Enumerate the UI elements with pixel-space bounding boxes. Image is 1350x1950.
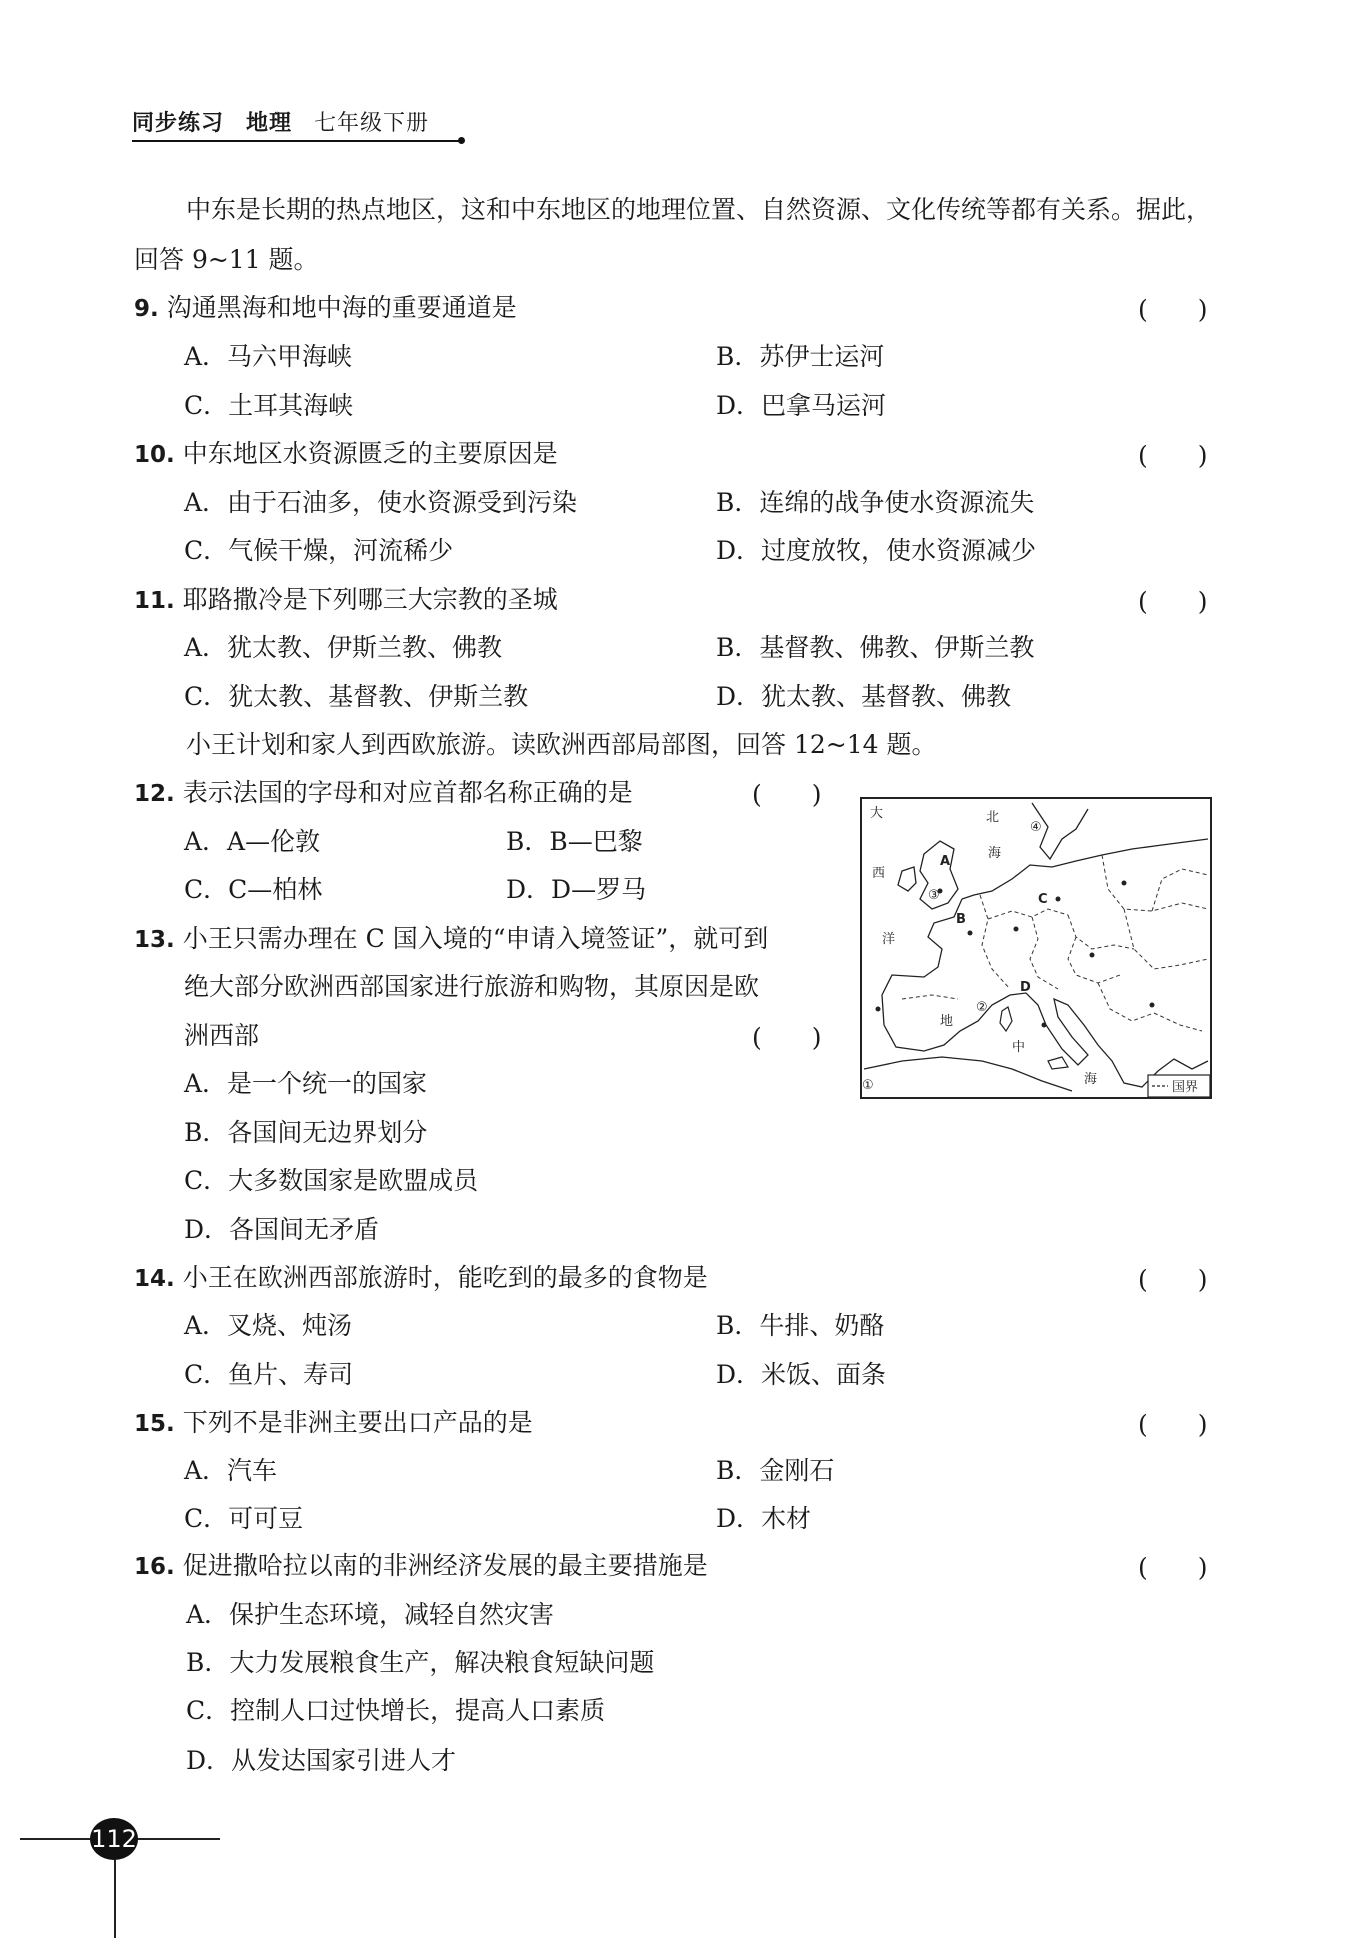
intro-9-11-line1: 中东是长期的热点地区，这和中东地区的地理位置、自然资源、文化传统等都有关系。据此， [186,195,1212,224]
answer-bracket: ( ) [1138,1265,1208,1294]
option-a: A．是一个统一的国家 [184,1069,428,1098]
header-rule [132,140,462,142]
question-stem: 促进撒哈拉以南的非洲经济发展的最主要措施是 [182,1551,708,1580]
question-number: 11. [134,588,175,614]
question-number: 9. [134,296,159,322]
map-label-atlantic-2: 西 [872,866,886,881]
option-b: B．苏伊士运河 [716,342,885,371]
option-a: A．由于石油多，使水资源受到污染 [184,488,578,517]
header-rule-dot [458,137,465,144]
option-d: D．从发达国家引进人才 [186,1746,457,1775]
question-15 [134,1403,533,1439]
question-number: 15. [134,1411,175,1437]
answer-bracket: ( ) [752,1023,822,1052]
option-d: D．米饭、面条 [716,1360,887,1389]
map-letter-d: D [1020,980,1031,995]
option-a: A．汽车 [184,1456,278,1485]
option-c: C．土耳其海峡 [184,391,354,420]
option-b: B．基督教、佛教、伊斯兰教 [716,633,1035,662]
map-marker-1: ① [862,1078,874,1093]
option-d: D．D—罗马 [506,875,647,904]
map-legend-label: 国界 [1172,1080,1199,1095]
intro-9-11-line2: 回答 9~11 题。 [134,245,319,274]
question-stem: 沟通黑海和地中海的重要通道是 [166,293,517,322]
question-number: 12. [134,781,175,807]
option-a: A．叉烧、炖汤 [184,1311,353,1340]
option-d: D．犹太教、基督教、佛教 [716,682,1012,711]
question-stem: 表示法国的字母和对应首都名称正确的是 [182,778,633,807]
map-letter-c: C [1038,892,1048,907]
option-a: A．保护生态环境，减轻自然灾害 [186,1600,555,1629]
option-d: D．各国间无矛盾 [184,1215,380,1244]
option-c: C．犹太教、基督教、伊斯兰教 [184,682,529,711]
map-label-med-1: 地 [940,1014,954,1029]
option-d: D．过度放牧，使水资源减少 [716,536,1037,565]
option-a: A．A—伦敦 [184,827,321,856]
question-stem: 下列不是非洲主要出口产品的是 [182,1408,533,1437]
option-a: A．犹太教、伊斯兰教、佛教 [184,633,503,662]
option-b: B．各国间无边界划分 [184,1118,428,1147]
option-a: A．马六甲海峡 [184,342,353,371]
option-b: B．连绵的战争使水资源流失 [716,488,1035,517]
map-label-atlantic-1: 大 [870,806,884,821]
answer-bracket: ( ) [1138,441,1208,470]
question-stem-line1: 小王只需办理在 C 国入境的“申请入境签证”，就可到 [182,924,769,953]
subject: 地理 [246,111,293,136]
option-c: C．气候干燥，河流稀少 [184,536,454,565]
option-b: B．大力发展粮食生产，解决粮食短缺问题 [186,1648,655,1677]
answer-bracket: ( ) [1138,1553,1208,1582]
question-stem: 耶路撒冷是下列哪三大宗教的圣城 [182,585,558,614]
question-stem-line3: 洲西部 [184,1021,260,1050]
running-header [132,106,451,137]
option-b: B．B—巴黎 [506,827,643,856]
question-16 [134,1546,708,1582]
map-drawing [862,799,1210,1097]
grade: 七年级下册 [314,111,430,136]
question-14 [134,1258,708,1294]
map-label-north-sea-1: 北 [986,810,1000,825]
question-13 [134,919,768,955]
question-9 [134,288,517,324]
answer-bracket: ( ) [1138,587,1208,616]
map-label-med-2: 中 [1012,1040,1026,1055]
option-b: B．金刚石 [716,1456,835,1485]
question-12 [134,773,633,809]
option-c: C．大多数国家是欧盟成员 [184,1166,479,1195]
answer-bracket: ( ) [1138,1410,1208,1439]
page-number: 112 [90,1818,138,1860]
question-11 [134,580,558,616]
map-marker-3: ③ [928,888,940,903]
question-number: 16. [134,1554,175,1580]
answer-bracket: ( ) [752,780,822,809]
western-europe-map [860,797,1212,1099]
question-number: 13. [134,927,175,953]
question-number: 14. [134,1266,175,1292]
question-stem: 中东地区水资源匮乏的主要原因是 [182,439,558,468]
option-c: C．鱼片、寿司 [184,1360,354,1389]
map-letter-b: B [956,912,966,927]
map-label-atlantic-3: 洋 [882,932,896,947]
option-b: B．牛排、奶酪 [716,1311,885,1340]
question-stem-line2: 绝大部分欧洲西部国家进行旅游和购物，其原因是欧 [184,972,760,1001]
question-number: 10. [134,442,175,468]
map-marker-4: ④ [1030,820,1042,835]
option-c: C．可可豆 [184,1504,304,1533]
map-label-med-3: 海 [1084,1072,1098,1087]
answer-bracket: ( ) [1138,295,1208,324]
intro-12-14: 小王计划和家人到西欧旅游。读欧洲西部局部图，回答 12~14 题。 [186,730,937,759]
option-c: C．控制人口过快增长，提高人口素质 [186,1696,606,1725]
question-stem: 小王在欧洲西部旅游时，能吃到的最多的食物是 [182,1263,708,1292]
map-label-north-sea-2: 海 [988,846,1002,861]
question-10 [134,434,558,470]
option-c: C．C—柏林 [184,875,323,904]
option-d: D．木材 [716,1504,812,1533]
option-d: D．巴拿马运河 [716,391,887,420]
map-marker-2: ② [976,1000,988,1015]
book-title: 同步练习 [132,111,225,136]
map-letter-a: A [940,854,951,869]
